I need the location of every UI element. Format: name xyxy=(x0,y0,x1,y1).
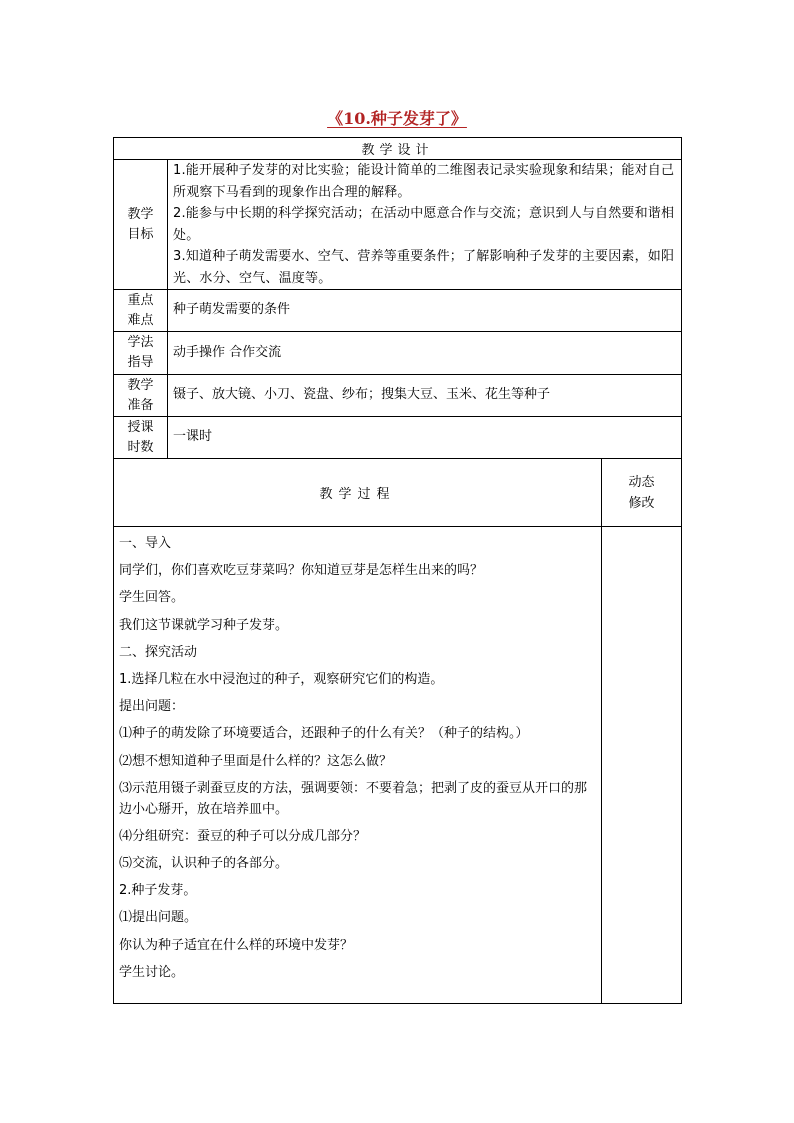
process-line: 二、探究活动 xyxy=(119,644,198,660)
table-row xyxy=(114,527,682,1004)
table-row xyxy=(114,290,682,332)
process-line: ⑸交流，认识种子的各部分。 xyxy=(119,856,289,872)
row-label: 学法 指导 xyxy=(114,332,168,375)
process-line: 2.种子发芽。 xyxy=(119,883,197,899)
process-content xyxy=(114,527,602,1004)
design-header: 教学设计 xyxy=(114,138,682,160)
objective-item: 1.能开展种子发芽的对比实验；能设计简单的二维图表记录实验现象和结果；能对自己所观察下马看到的现象作出合理的解释。 xyxy=(173,163,675,200)
process-line: 同学们，你们喜欢吃豆芽菜吗？你知道豆芽是怎样生出来的吗？ xyxy=(119,563,484,579)
process-line: 你认为种子适宜在什么样的环境中发芽？ xyxy=(119,937,354,953)
process-line: ⑵想不想知道种子里面是什么样的？这怎么做？ xyxy=(119,753,393,769)
row-label: 教学 准备 xyxy=(114,375,168,417)
process-line: ⑴种子的萌发除了环境要适合，还跟种子的什么有关？（种子的结构。） xyxy=(119,726,529,742)
row-label: 教学 目标 xyxy=(114,160,168,290)
process-line: 我们这节课就学习种子发芽。 xyxy=(119,617,289,633)
process-line: 一、导入 xyxy=(119,536,172,551)
dynamic-header: 动态 修改 xyxy=(602,459,682,527)
process-line: 学生讨论。 xyxy=(119,964,185,980)
process-line: 1.选择几粒在水中浸泡过的种子，观察研究它们的构造。 xyxy=(119,671,444,687)
title-text: 《10.种子发芽了》 xyxy=(327,109,467,128)
document-title xyxy=(0,106,794,129)
process-line: ⑶示范用镊子剥蚕豆皮的方法，强调要领：不要着急；把剥了皮的蚕豆从开口的那边小心掰开，放在培养皿中。 xyxy=(119,780,588,817)
process-line: 提出问题： xyxy=(119,699,185,715)
dynamic-notes-cell xyxy=(602,527,682,1004)
table-row xyxy=(114,459,682,527)
materials-cell: 镊子、放大镜、小刀、瓷盘、纱布；搜集大豆、玉米、花生等种子 xyxy=(168,375,682,417)
process-line: 学生回答。 xyxy=(119,590,185,606)
objective-item: 2.能参与中长期的科学探究活动；在活动中愿意合作与交流；意识到人与自然要和谐相处。 xyxy=(173,206,675,243)
method-cell: 动手操作 合作交流 xyxy=(168,332,682,375)
objective-item: 3.知道种子萌发需要水、空气、营养等重要条件；了解影响种子发芽的主要因素，如阳光、水分、空气、温度等。 xyxy=(173,249,675,286)
table-row xyxy=(114,332,682,375)
table-row xyxy=(114,417,682,459)
key-points-cell: 种子萌发需要的条件 xyxy=(168,290,682,332)
table-row xyxy=(114,160,682,290)
row-label: 重点 难点 xyxy=(114,290,168,332)
lesson-plan-table xyxy=(113,137,682,1004)
process-line: ⑷分组研究：蚕豆的种子可以分成几部分？ xyxy=(119,828,367,844)
hours-cell: 一课时 xyxy=(168,417,682,459)
table-row xyxy=(114,375,682,417)
objectives-cell xyxy=(168,160,682,290)
process-header: 教学过程 xyxy=(114,459,602,527)
row-label: 授课 时数 xyxy=(114,417,168,459)
process-line: ⑴提出问题。 xyxy=(119,910,198,926)
